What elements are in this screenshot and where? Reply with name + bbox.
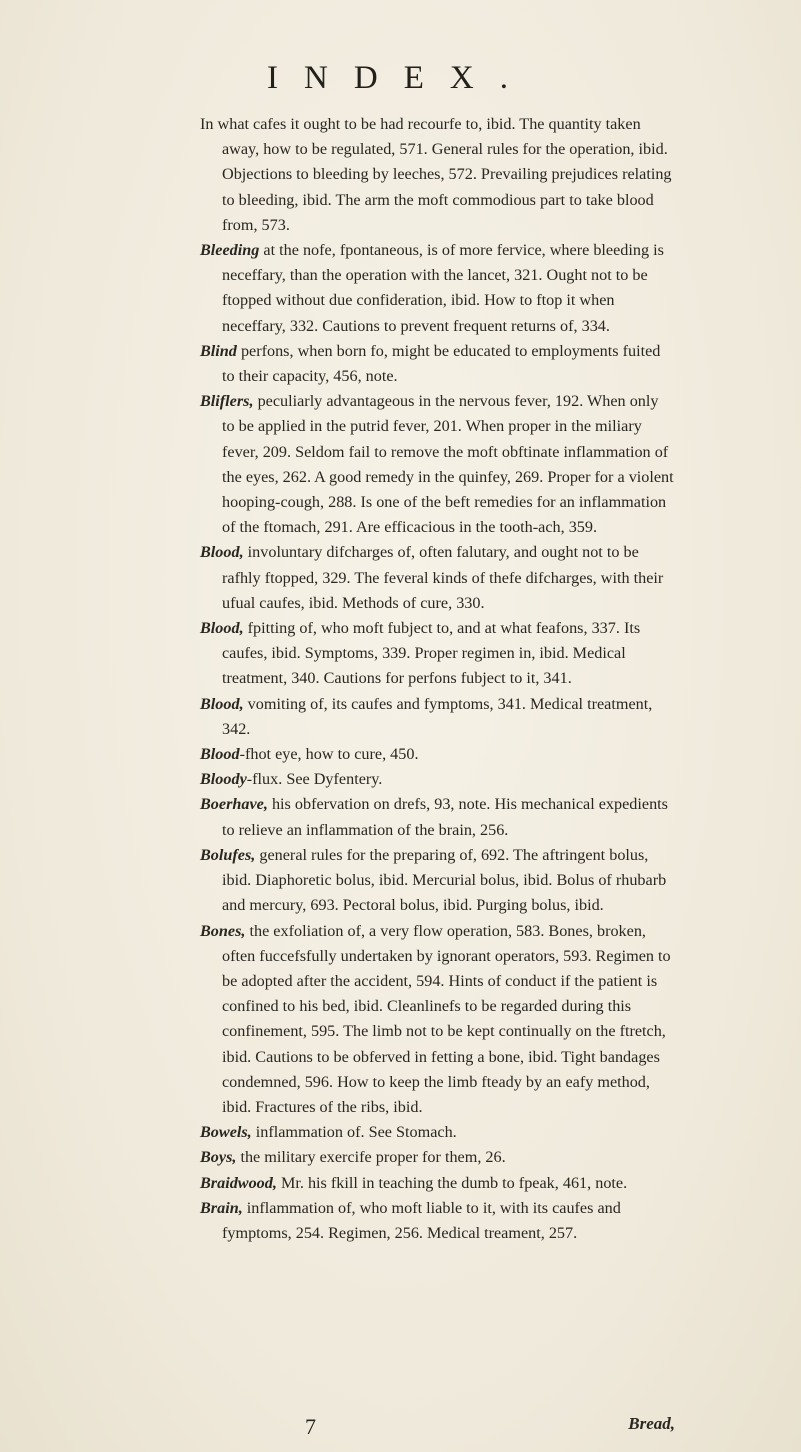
- entry-text: -flux. See Dyfentery.: [246, 770, 383, 789]
- index-entry: [200, 1196, 675, 1246]
- entry-text: vomiting of, its caufes and fymptoms, 341. Medical treatment, 342.: [222, 694, 653, 738]
- index-entry: [200, 1171, 675, 1196]
- entry-text: involuntary difcharges of, often falutary, and ought not to be rafhly ftopped, 329. The feveral kinds of thefe difcharges, with their ufual caufes, ibid. Methods of cure, 330.: [222, 543, 664, 612]
- index-entry: [200, 742, 675, 767]
- entry-headword: Brain,: [200, 1198, 243, 1217]
- index-entry: [200, 792, 675, 842]
- entry-text: inflammation of, who moft liable to it, with its caufes and fymptoms, 254. Regimen, 256. Medical treament, 257.: [222, 1198, 621, 1242]
- signature-mark: 7: [305, 1414, 316, 1439]
- entry-text: his obfervation on drefs, 93, note. His mechanical expedients to relieve an inflammation of the brain, 256.: [222, 795, 668, 839]
- index-entry: [200, 112, 675, 238]
- index-entry: [200, 692, 675, 742]
- entry-text: the military exercife proper for them, 26.: [236, 1148, 506, 1167]
- entry-text: peculiarly advantageous in the nervous fever, 192. When only to be applied in the putrid fever, 201. When proper in the miliary fever, 209. Seldom fail to remove the moft obftinate inflammation of the eyes, 262. A good remedy in the quinfey, 269. Proper for a violent hooping-cough, 288. Is one of the beft remedies for an inflammation of the ftomach, 291. Are efficacious in the tooth-ach, 359.: [222, 392, 674, 537]
- entry-headword: Blood: [200, 745, 240, 764]
- entry-text: at the nofe, fpontaneous, is of more fervice, where bleeding is neceffary, than the operation with the lancet, 321. Ought not to be ftopped without due confideration, ibid. How to ftop it when neceffary, 332. Cautions to prevent frequent returns of, 334.: [222, 241, 664, 335]
- index-entry: [200, 919, 675, 1121]
- index-entry: [200, 843, 675, 919]
- entry-text: perfons, when born fo, might be educated to employments fuited to their capacity, 456, note.: [222, 341, 661, 386]
- entry-headword: Bones,: [200, 921, 246, 940]
- index-entry: [200, 767, 675, 792]
- entry-text: fpitting of, who moft fubject to, and at what feafons, 337. Its caufes, ibid. Symptoms, 339. Proper regimen in, ibid. Medical treatment, 340. Cautions for perfons fubject to it, 341.: [222, 619, 641, 688]
- index-entry: [200, 1145, 675, 1170]
- entry-text: general rules for the preparing of, 692. The aftringent bolus, ibid. Diaphoretic bolus, ibid. Mercurial bolus, ibid. Bolus of rhubarb and mercury, 693. Pectoral bolus, ibid. Purging bolus, ibid.: [222, 845, 667, 915]
- entry-headword: Bloody: [200, 770, 247, 789]
- index-entry: [200, 540, 675, 616]
- entry-headword: Blood,: [200, 694, 244, 713]
- entry-text: In what cafes it ought to be had recourfe to, ibid. The quantity taken away, how to be regulated, 571. General rules for the operation, ibid. Objections to bleeding by leeches, 572. Prevailing prejudices relating to bleeding, ibid. The arm the moft commodious part to take blood from, 573.: [200, 115, 672, 234]
- entry-headword: Bolufes,: [200, 845, 256, 864]
- index-text: [200, 112, 675, 1246]
- entry-text: the exfoliation of, a very flow operation, 583. Bones, broken, often fuccefsfully undertaken by ignorant operators, 593. Regimen to be adopted after the accident, 594. Hints of conduct if the patient is confined to his bed, ibid. Cleanlinefs to be regarded during this confinement, 595. The limb not to be kept continually on the ftretch, ibid. Cautions to be obferved in fetting a bone, ibid. Tight bandages condemned, 596. How to keep the limb fteady by an eafy method, ibid. Fractures of the ribs, ibid.: [222, 921, 671, 1116]
- index-entry: [200, 616, 675, 692]
- entry-headword: Blood,: [200, 619, 244, 638]
- catchword: Bread,: [628, 1414, 675, 1433]
- entry-headword: Blood,: [200, 543, 244, 562]
- page-title: INDEX.: [267, 60, 534, 96]
- index-entry: [200, 389, 675, 540]
- entry-headword: Bowels,: [200, 1123, 252, 1142]
- index-entry: [200, 1120, 675, 1145]
- entry-text: Mr. his fkill in teaching the dumb to fpeak, 461, note.: [276, 1173, 628, 1192]
- entry-text: inflammation of. See Stomach.: [251, 1123, 457, 1142]
- entry-headword: Blind: [200, 341, 237, 360]
- entry-headword: Boerhave,: [200, 795, 268, 814]
- entry-headword: Braidwood,: [200, 1173, 277, 1192]
- entry-headword: Boys,: [200, 1148, 237, 1167]
- index-entry: [200, 339, 675, 389]
- entry-headword: Bliflers,: [200, 392, 254, 411]
- entry-headword: Bleeding: [200, 241, 260, 260]
- index-entry: [200, 238, 675, 339]
- entry-text: -fhot eye, how to cure, 450.: [239, 745, 419, 764]
